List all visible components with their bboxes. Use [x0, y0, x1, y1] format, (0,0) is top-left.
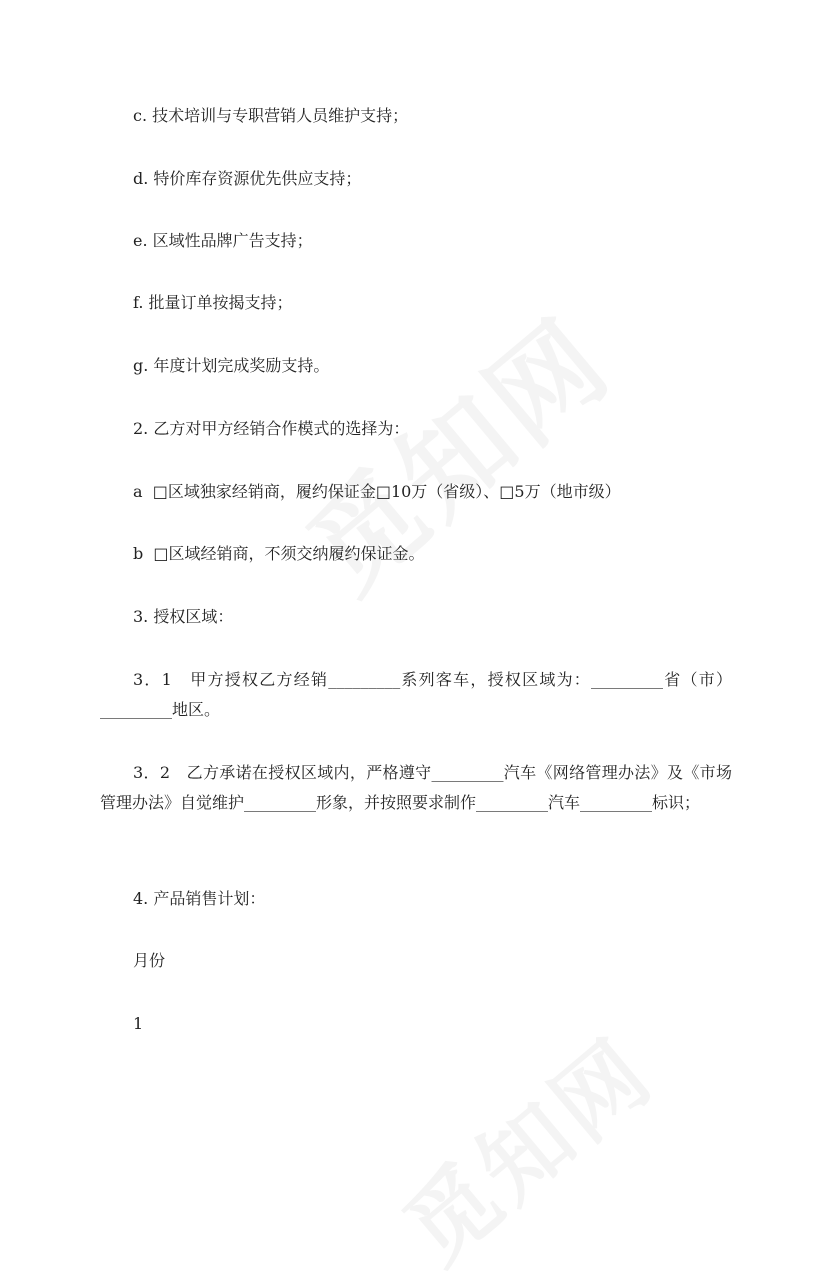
table-header-month: 月份	[133, 951, 166, 970]
clause-3-1: 3．1 甲方授权乙方经销_________系列客车，授权区域为：_________省（市）_________地区。	[100, 670, 732, 719]
clause-2-heading: 2. 乙方对甲方经销合作模式的选择为：	[133, 419, 410, 438]
list-item-g: g. 年度计划完成奖励支持。	[133, 356, 330, 375]
list-item-e: e. 区域性品牌广告支持；	[133, 231, 313, 250]
list-item-d: d. 特价库存资源优先供应支持；	[133, 169, 362, 188]
clause-3-heading: 3. 授权区域：	[133, 607, 234, 626]
option-a: a □区域独家经销商，履约保证金□10万（省级）、□5万（地市级）	[133, 482, 621, 501]
clause-3-2: 3．2 乙方承诺在授权区域内，严格遵守_________汽车《网络管理办法》及《市场管理办法》自觉维护_________形象，并按照要求制作_________汽车_________标识；	[100, 763, 732, 812]
clause-4-heading: 4. 产品销售计划：	[133, 889, 266, 908]
list-item-f: f. 批量订单按揭支持；	[133, 293, 293, 312]
watermark	[270, 277, 638, 622]
watermark-bottom	[372, 1003, 676, 1287]
list-item-c: c. 技术培训与专职营销人员维护支持；	[133, 106, 409, 125]
table-cell-month-1: 1	[133, 1014, 144, 1033]
option-b: b □区域经销商，不须交纳履约保证金。	[133, 544, 425, 563]
